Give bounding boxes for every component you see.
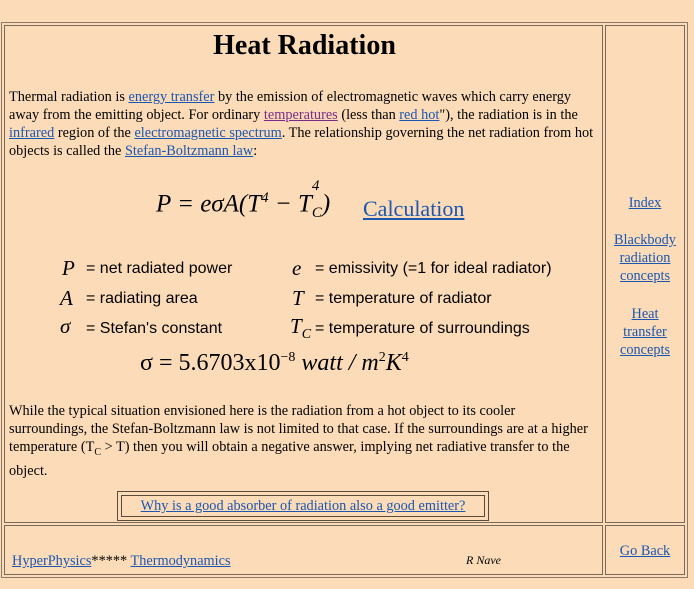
thermodynamics-link[interactable]: Thermodynamics	[130, 553, 231, 569]
stefan-constant-value: $\sigma = 5.6703x10^{-8}$ watt / $m^2K^4$	[140, 350, 409, 376]
legend-text-a: = radiating area	[86, 290, 198, 307]
link-electromagnetic-spectrum[interactable]: electromagnetic spectrum	[134, 125, 282, 141]
legend-text-tc: = temperature of surroundings	[315, 320, 530, 337]
legend-symbol-e: e	[292, 256, 302, 280]
legend-symbol-p: P	[62, 256, 75, 280]
link-temperatures[interactable]: temperatures	[263, 107, 338, 123]
page-title: Heat Radiation	[213, 30, 396, 61]
legend-text-e: = emissivity (=1 for ideal radiator)	[315, 260, 552, 277]
legend-text-t: = temperature of radiator	[315, 290, 492, 307]
footer-stars: *****	[91, 553, 128, 569]
footer-nav	[12, 553, 231, 570]
legend-text-sigma: = Stefan's constant	[86, 320, 223, 337]
why-absorber-link[interactable]: Why is a good absorber of radiation also a good emitter?	[140, 498, 466, 514]
surroundings-paragraph: While the typical situation envisioned here is the radiation from a hot object to its cooler surroundings, the Stefan-Boltzmann law is not limited to that case. If the surroundings are at a higher temperature $(T_C > T)$ then you will obtain a negative answer, implying net radiative transfer to the object.	[9, 403, 588, 479]
link-red-hot[interactable]: red hot	[399, 107, 440, 123]
calculation-link[interactable]: Calculation	[363, 196, 465, 221]
legend-text-p: = net radiated power	[86, 260, 233, 277]
sidebar-blackbody-link[interactable]: Blackbody radiation concepts	[614, 232, 676, 284]
go-back-link[interactable]: Go Back	[619, 543, 671, 559]
author-credit: R Nave	[466, 553, 501, 567]
link-stefan-boltzmann-law[interactable]: Stefan-Boltzmann law	[124, 143, 254, 159]
legend-symbol-a: A	[60, 286, 73, 310]
legend-symbol-tc: $T_C$	[290, 314, 312, 343]
stefan-boltzmann-equation: $P = e\sigma A(T^4 - T$ 4 $_C$)	[156, 178, 331, 222]
sidebar-heat-transfer-link[interactable]: Heat transfer concepts	[619, 306, 671, 358]
why-absorber-box	[117, 491, 489, 521]
link-energy-transfer[interactable]: energy transfer	[128, 89, 215, 105]
link-infrared[interactable]: infrared	[9, 125, 55, 141]
legend-symbol-sigma: σ	[60, 314, 71, 338]
legend-symbol-t: T	[292, 286, 304, 310]
hyperphysics-link[interactable]: HyperPhysics	[12, 553, 92, 569]
sidebar-index-link[interactable]: Index	[628, 195, 662, 211]
intro-paragraph: Thermal radiation is energy transfer by the emission of electromagnetic waves which carry energy away from the emitting object. For ordinary temperatures (less than red hot"), the radiation is in the infrared region of the electromagnetic spectrum. The relationship governing the net radiation from hot objects is called the Stefan-Boltzmann law:	[9, 89, 594, 159]
